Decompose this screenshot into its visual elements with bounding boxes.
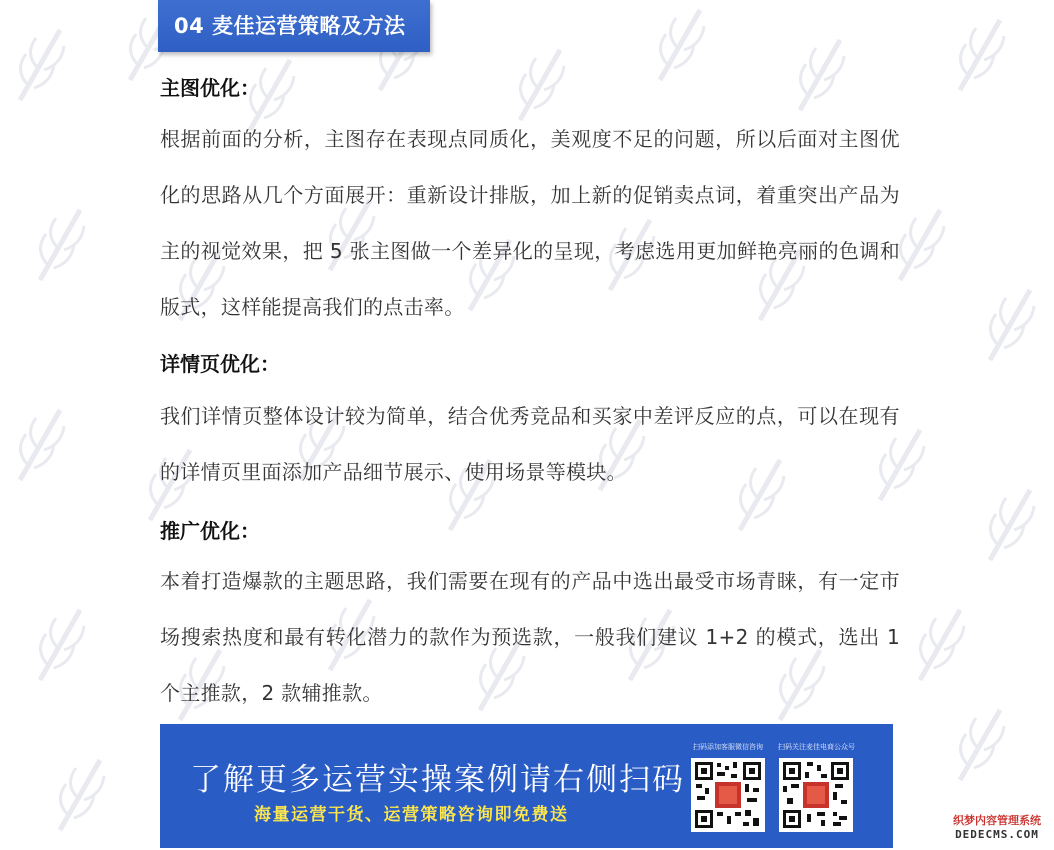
site-watermark [942, 812, 1052, 841]
promo-subtitle: 海量运营干货、运营策略咨询即免费送 [254, 805, 569, 825]
promotion-heading: 推广优化： [160, 519, 260, 543]
detail-page-paragraph: 我们详情页整体设计较为简单，结合优秀竞品和买家中差评反应的点，可以在现有的详情页里面添加产品细节展示、使用场景等模块。 [160, 404, 900, 484]
detail-page-heading: 详情页优化： [160, 352, 280, 376]
main-image-paragraph: 根据前面的分析，主图存在表现点同质化，美观度不足的问题，所以后面对主图优化的思路从几个方面展开：重新设计排版，加上新的促销卖点词，着重突出产品为主的视觉效果，把 5 张主图做一个差异化的呈现，考虑选用更加鲜艳亮丽的色调和版式，这样能提高我们的点击率。 [160, 127, 900, 319]
qr-block-service[interactable] [690, 742, 766, 832]
main-image-heading: 主图优化： [160, 76, 260, 100]
promotion-paragraph: 本着打造爆款的主题思路，我们需要在现有的产品中选出最受市场青睐，有一定市场搜索热度和最有转化潜力的款作为预选款，一般我们建议 1+2 的模式，选出 1 个主推款，2 款辅推款。 [160, 569, 900, 705]
promo-banner[interactable] [160, 724, 893, 848]
qr-block-official-account[interactable] [778, 742, 854, 832]
section-title: 04 麦佳运营策略及方法 [174, 14, 406, 38]
qr-service-caption: 扫码添加客服微信咨询 [693, 743, 763, 751]
section-title-banner [158, 0, 430, 52]
qr-code-icon[interactable] [779, 758, 853, 832]
promo-title: 了解更多运营实操案例请右侧扫码 [190, 762, 685, 798]
site-watermark-domain: DEDECMS.COM [955, 828, 1039, 841]
qr-code-icon[interactable] [691, 758, 765, 832]
qr-official-caption: 扫码关注麦佳电商公众号 [778, 743, 855, 751]
site-watermark-name: 织梦内容管理系统 [953, 814, 1041, 827]
